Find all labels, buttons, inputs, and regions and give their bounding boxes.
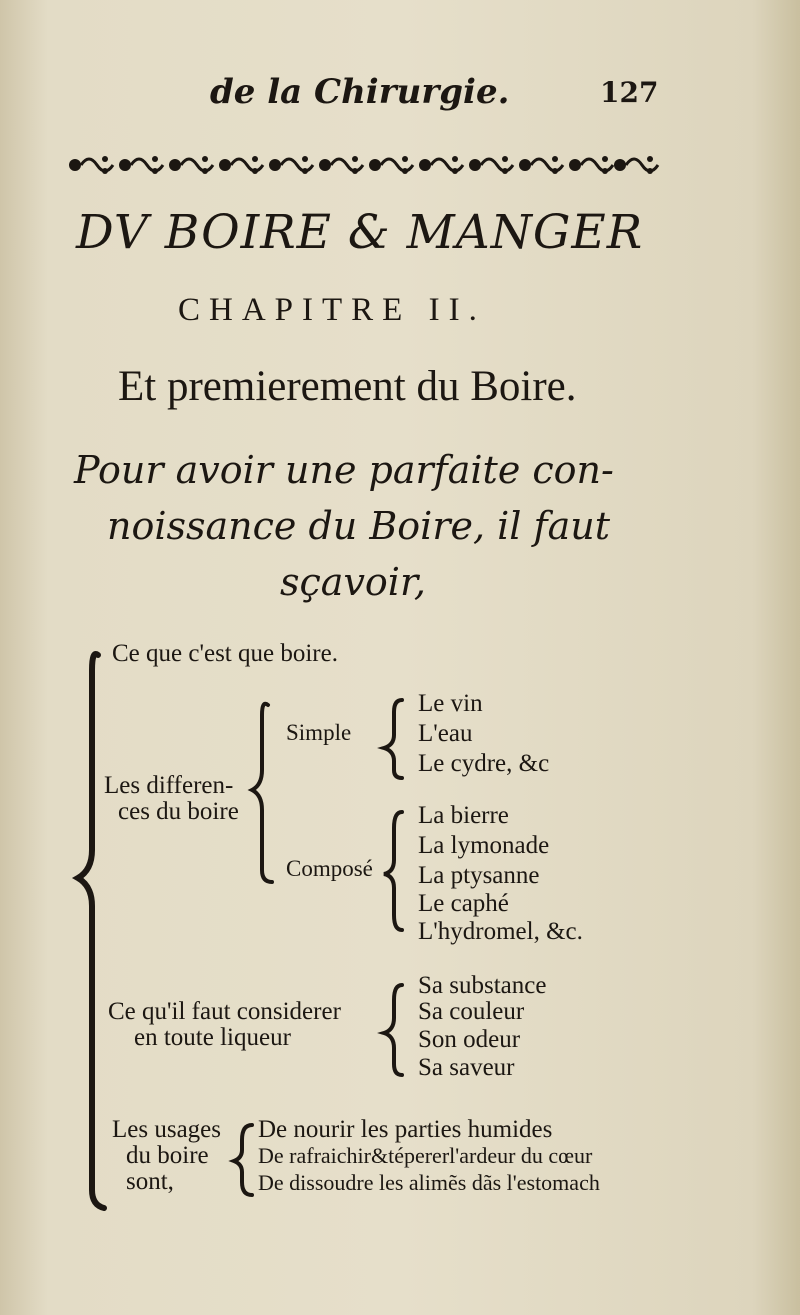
compose-item: La lymonade	[418, 832, 550, 859]
intro-line-2: noissance du Boire, il faut	[107, 504, 610, 548]
usages-label-line-1: Les usages	[112, 1116, 221, 1143]
differences-label-line-2: ces du boire	[118, 798, 239, 825]
usage-item: De dissoudre les alimẽs dãs l'estomach	[258, 1170, 600, 1195]
compose-item: La bierre	[418, 802, 509, 829]
simple-label: Simple	[286, 720, 352, 745]
compose-label: Composé	[286, 856, 373, 881]
consider-item: Sa couleur	[418, 998, 525, 1025]
usages-label-line-3: sont,	[126, 1168, 174, 1195]
intro-line-1: Pour avoir une parfaite con-	[74, 448, 614, 492]
usage-item: De rafraichir&tépererl'ardeur du cœur	[258, 1143, 593, 1168]
usages-label-line-2: du boire	[126, 1142, 209, 1169]
simple-item: Le vin	[418, 690, 483, 717]
page-number: 127	[600, 76, 659, 109]
consider-label-line-2: en toute liqueur	[134, 1024, 291, 1051]
consider-label-line-1: Ce qu'il faut considerer	[108, 998, 341, 1025]
compose-item: L'hydromel, &c.	[418, 918, 583, 945]
chapter-heading: CHAPITRE II.	[178, 292, 486, 328]
usage-item: De nourir les parties humides	[258, 1116, 553, 1143]
consider-item: Sa saveur	[418, 1054, 515, 1081]
intro-line-3: sçavoir,	[280, 560, 427, 604]
running-head: de la Chirurgie.	[210, 72, 510, 112]
outline-item-definition: Ce que c'est que boire.	[112, 640, 338, 667]
differences-label-line-1: Les differen-	[104, 772, 234, 799]
section-title: DV BOIRE & MANGER	[76, 205, 644, 260]
consider-item: Son odeur	[418, 1026, 521, 1053]
simple-item: L'eau	[418, 720, 473, 747]
compose-item: La ptysanne	[418, 862, 540, 889]
subtitle: Et premierement du Boire.	[118, 363, 577, 410]
consider-item: Sa substance	[418, 972, 547, 999]
compose-item: Le caphé	[418, 890, 509, 917]
simple-item: Le cydre, &c	[418, 750, 550, 777]
